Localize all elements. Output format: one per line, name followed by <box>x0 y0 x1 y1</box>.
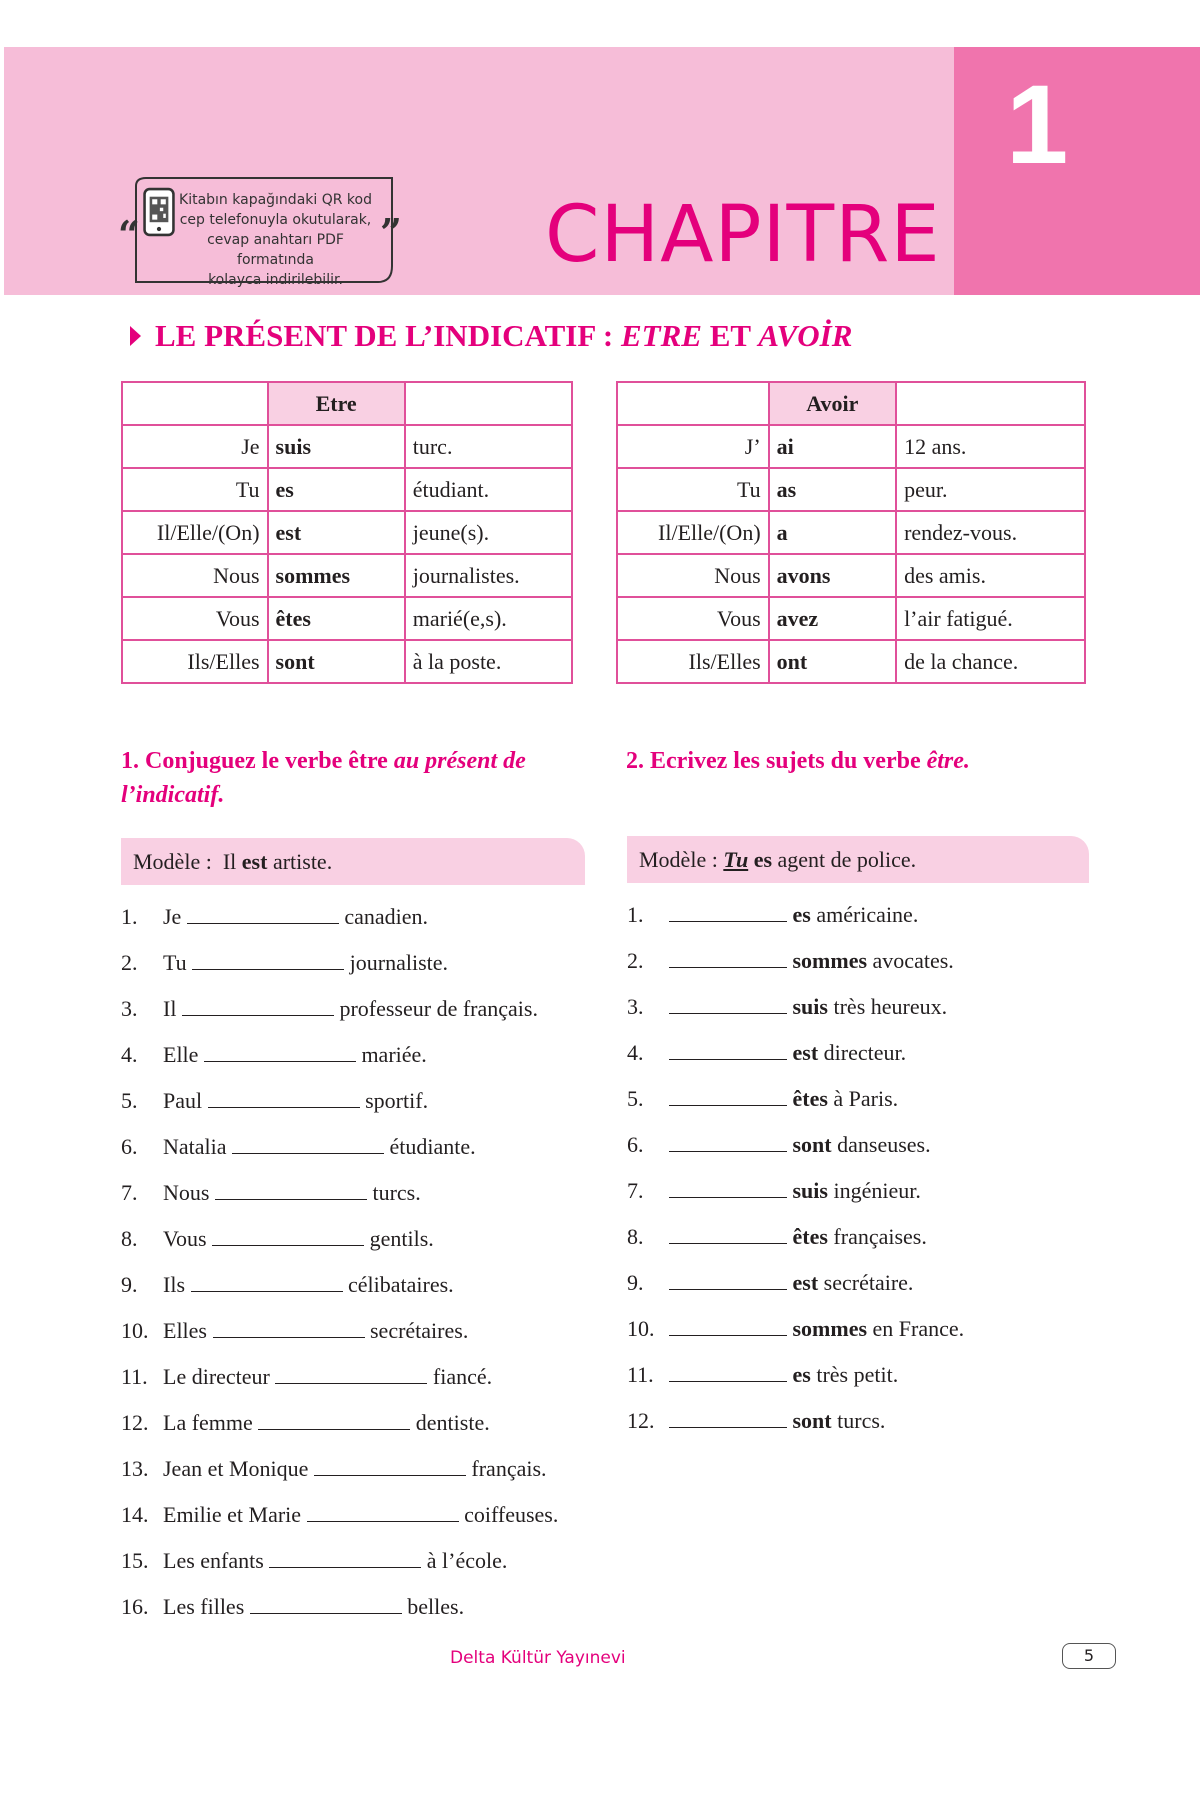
item-rest: américaine. <box>810 902 919 927</box>
item-end: belles. <box>407 1594 465 1619</box>
exercise1-title-text: Conjuguez le verbe être <box>139 748 394 774</box>
table-row <box>122 640 572 683</box>
section-title-etre: ETRE <box>620 318 702 353</box>
item-verb: suis <box>792 994 828 1019</box>
verb-cell: suis <box>268 425 405 468</box>
item-verb: sommes <box>792 1316 868 1341</box>
etre-header: Etre <box>268 382 405 425</box>
item-number: 3. <box>627 994 644 1019</box>
qr-note <box>118 176 402 288</box>
triangle-bullet-icon <box>130 326 141 346</box>
item-subject: Nous <box>163 1180 210 1205</box>
exercise2-title-text: 2. Ecrivez les sujets du verbe <box>626 748 927 774</box>
answer-blank[interactable] <box>669 1133 787 1152</box>
list-item <box>627 1130 931 1160</box>
complement-cell: journalistes. <box>405 554 572 597</box>
answer-blank[interactable] <box>269 1549 421 1568</box>
item-end: fiancé. <box>432 1364 493 1389</box>
answer-blank[interactable] <box>192 951 344 970</box>
item-end: à l’école. <box>426 1548 508 1573</box>
item-number: 10. <box>121 1318 149 1343</box>
item-end: gentils. <box>369 1226 434 1251</box>
item-number: 14. <box>121 1502 149 1527</box>
answer-blank[interactable] <box>213 1319 365 1338</box>
item-number: 9. <box>627 1270 644 1295</box>
item-end: canadien. <box>344 904 428 929</box>
answer-blank[interactable] <box>669 1087 787 1106</box>
item-number: 6. <box>121 1134 138 1159</box>
item-rest: ingénieur. <box>827 1178 921 1203</box>
item-subject: Elle <box>163 1042 199 1067</box>
verb-cell: as <box>769 468 896 511</box>
item-end: français. <box>471 1456 547 1481</box>
item-number: 8. <box>121 1226 138 1251</box>
table-cell <box>405 382 572 425</box>
item-end: turcs. <box>372 1180 421 1205</box>
item-verb: êtes <box>792 1224 828 1249</box>
subject-cell: Ils/Elles <box>122 640 268 683</box>
answer-blank[interactable] <box>314 1457 466 1476</box>
list-item <box>627 1038 906 1068</box>
list-item <box>121 1362 492 1392</box>
verb-cell: ont <box>769 640 896 683</box>
item-rest: avocates. <box>867 948 954 973</box>
item-end: mariée. <box>361 1042 427 1067</box>
subject-cell: Tu <box>122 468 268 511</box>
answer-blank[interactable] <box>669 903 787 922</box>
table-header-row <box>122 382 572 425</box>
list-item <box>121 1040 427 1070</box>
answer-blank[interactable] <box>669 1225 787 1244</box>
table-row <box>122 468 572 511</box>
item-number: 1. <box>627 902 644 927</box>
exercise1-model <box>121 838 585 885</box>
item-subject: Natalia <box>163 1134 227 1159</box>
item-rest: secrétaire. <box>818 1270 914 1295</box>
item-rest: à Paris. <box>827 1086 899 1111</box>
table-row <box>617 640 1085 683</box>
item-verb: suis <box>792 1178 828 1203</box>
chapter-title: CHAPITRE <box>545 190 941 280</box>
table-cell <box>896 382 1085 425</box>
list-item <box>121 1454 547 1484</box>
item-number: 16. <box>121 1594 149 1619</box>
avoir-table <box>616 381 1086 684</box>
chapter-number: 1 <box>1006 62 1069 187</box>
qr-note-line: cevap anahtarı PDF formatında <box>207 232 344 268</box>
verb-cell: ai <box>769 425 896 468</box>
item-subject: Il <box>163 996 177 1021</box>
subject-cell: Nous <box>122 554 268 597</box>
table-row <box>122 425 572 468</box>
complement-cell: l’air fatigué. <box>896 597 1085 640</box>
subject-cell: J’ <box>617 425 769 468</box>
exercise1-title-italic: au présent de <box>393 748 526 774</box>
table-row <box>617 554 1085 597</box>
table-row <box>617 511 1085 554</box>
list-item <box>121 1178 421 1208</box>
subject-cell: Vous <box>122 597 268 640</box>
list-item <box>121 1408 490 1438</box>
item-subject: Vous <box>163 1226 207 1251</box>
item-subject: Emilie et Marie <box>163 1502 302 1527</box>
verb-cell: avons <box>769 554 896 597</box>
item-subject: Les enfants <box>163 1548 264 1573</box>
subject-cell: Tu <box>617 468 769 511</box>
item-verb: es <box>792 902 811 927</box>
item-rest: françaises. <box>827 1224 927 1249</box>
item-subject: Tu <box>163 950 187 975</box>
section-title-avoir: AVOİR <box>758 318 853 353</box>
answer-blank[interactable] <box>275 1365 427 1384</box>
answer-blank[interactable] <box>212 1227 364 1246</box>
item-subject: Ils <box>163 1272 185 1297</box>
item-end: professeur de français. <box>339 996 538 1021</box>
list-item <box>121 948 448 978</box>
item-number: 4. <box>627 1040 644 1065</box>
item-number: 7. <box>627 1178 644 1203</box>
exercise2-model <box>627 836 1089 883</box>
item-rest: très petit. <box>810 1362 899 1387</box>
answer-blank[interactable] <box>208 1089 360 1108</box>
list-item <box>121 1592 464 1622</box>
qr-note-line: cep telefonuyla okutularak, <box>179 212 372 228</box>
verb-cell: avez <box>769 597 896 640</box>
item-number: 5. <box>121 1088 138 1113</box>
list-item <box>121 1224 434 1254</box>
model-subject: Tu <box>723 847 749 872</box>
answer-blank[interactable] <box>182 997 334 1016</box>
model-verb: est <box>241 849 268 874</box>
complement-cell: des amis. <box>896 554 1085 597</box>
item-number: 8. <box>627 1224 644 1249</box>
list-item <box>121 902 428 932</box>
answer-blank[interactable] <box>215 1181 367 1200</box>
complement-cell: rendez-vous. <box>896 511 1085 554</box>
answer-blank[interactable] <box>307 1503 459 1522</box>
list-item <box>121 1316 468 1346</box>
item-rest: en France. <box>867 1316 965 1341</box>
answer-blank[interactable] <box>258 1411 410 1430</box>
item-subject: La femme <box>163 1410 253 1435</box>
model-prefix: Modèle : <box>639 847 724 872</box>
model-rest: agent de police. <box>772 847 917 872</box>
exercise2-title <box>626 744 1106 778</box>
table-row <box>122 554 572 597</box>
answer-blank[interactable] <box>669 1363 787 1382</box>
item-number: 13. <box>121 1456 149 1481</box>
item-number: 15. <box>121 1548 149 1573</box>
list-item <box>627 1406 885 1436</box>
item-end: sportif. <box>365 1088 429 1113</box>
item-verb: est <box>792 1270 819 1295</box>
item-end: célibataires. <box>348 1272 454 1297</box>
item-verb: sont <box>792 1132 832 1157</box>
item-rest: turcs. <box>831 1408 886 1433</box>
model-prefix: Modèle : <box>133 849 218 874</box>
answer-blank[interactable] <box>191 1273 343 1292</box>
item-end: journaliste. <box>349 950 449 975</box>
complement-cell: marié(e,s). <box>405 597 572 640</box>
subject-cell: Je <box>122 425 268 468</box>
list-item <box>121 1270 454 1300</box>
list-item <box>627 1360 898 1390</box>
answer-blank[interactable] <box>669 1271 787 1290</box>
publisher-name: Delta Kültür Yayınevi <box>450 1648 626 1668</box>
list-item <box>627 1222 927 1252</box>
section-title <box>130 318 852 354</box>
complement-cell: 12 ans. <box>896 425 1085 468</box>
item-end: dentiste. <box>415 1410 490 1435</box>
item-subject: Jean et Monique <box>163 1456 309 1481</box>
item-rest: très heureux. <box>827 994 948 1019</box>
open-quote-icon: “ <box>118 212 140 257</box>
complement-cell: jeune(s). <box>405 511 572 554</box>
table-row <box>122 511 572 554</box>
etre-table <box>121 381 573 684</box>
list-item <box>627 946 954 976</box>
complement-cell: de la chance. <box>896 640 1085 683</box>
item-subject: Paul <box>163 1088 203 1113</box>
list-item <box>121 1132 476 1162</box>
answer-blank[interactable] <box>669 1317 787 1336</box>
item-number: 2. <box>627 948 644 973</box>
item-verb: es <box>792 1362 811 1387</box>
item-subject: Les filles <box>163 1594 245 1619</box>
item-rest: danseuses. <box>831 1132 931 1157</box>
avoir-header: Avoir <box>769 382 896 425</box>
qr-note-text <box>178 190 373 290</box>
exercise2-list <box>627 900 1087 1460</box>
answer-blank[interactable] <box>204 1043 356 1062</box>
subject-cell: Ils/Elles <box>617 640 769 683</box>
subject-cell: Vous <box>617 597 769 640</box>
list-item <box>121 1086 428 1116</box>
exercise2-title-italic: être. <box>926 748 970 774</box>
item-number: 11. <box>627 1362 654 1387</box>
table-header-row <box>617 382 1085 425</box>
table-cell <box>122 382 268 425</box>
answer-blank[interactable] <box>669 1041 787 1060</box>
complement-cell: étudiant. <box>405 468 572 511</box>
complement-cell: peur. <box>896 468 1085 511</box>
phone-qr-icon <box>142 186 176 238</box>
verb-cell: es <box>268 468 405 511</box>
item-subject: Je <box>163 904 182 929</box>
close-quote-icon: ” <box>380 210 402 255</box>
answer-blank[interactable] <box>669 995 787 1014</box>
complement-cell: à la poste. <box>405 640 572 683</box>
item-subject: Le directeur <box>163 1364 270 1389</box>
item-verb: est <box>792 1040 819 1065</box>
list-item <box>627 900 918 930</box>
qr-note-line: Kitabın kapağındaki QR kod <box>179 192 372 208</box>
item-number: 10. <box>627 1316 655 1341</box>
table-row <box>617 597 1085 640</box>
answer-blank[interactable] <box>250 1595 402 1614</box>
item-number: 4. <box>121 1042 138 1067</box>
subject-cell: Il/Elle/(On) <box>617 511 769 554</box>
model-verb: es <box>753 847 773 872</box>
item-rest: directeur. <box>818 1040 907 1065</box>
item-verb: êtes <box>792 1086 828 1111</box>
qr-note-line: kolayca indirilebilir. <box>208 272 343 288</box>
table-cell <box>617 382 769 425</box>
item-number: 3. <box>121 996 138 1021</box>
item-verb: sont <box>792 1408 832 1433</box>
exercise1-list <box>121 902 591 1622</box>
complement-cell: turc. <box>405 425 572 468</box>
list-item <box>121 1546 507 1576</box>
list-item <box>121 1500 558 1530</box>
answer-blank[interactable] <box>232 1135 384 1154</box>
subject-cell: Nous <box>617 554 769 597</box>
item-number: 11. <box>121 1364 148 1389</box>
answer-blank[interactable] <box>669 1179 787 1198</box>
item-number: 1. <box>121 904 138 929</box>
item-number: 2. <box>121 950 138 975</box>
chapter-number-box <box>954 47 1200 295</box>
list-item <box>627 1176 921 1206</box>
list-item <box>121 994 538 1024</box>
subject-cell: Il/Elle/(On) <box>122 511 268 554</box>
item-number: 6. <box>627 1132 644 1157</box>
section-title-et: ET <box>701 318 759 353</box>
answer-blank[interactable] <box>669 949 787 968</box>
item-end: étudiante. <box>389 1134 476 1159</box>
list-item <box>627 1084 898 1114</box>
item-end: secrétaires. <box>370 1318 469 1343</box>
exercise1-title <box>121 744 601 812</box>
verb-cell: sommes <box>268 554 405 597</box>
item-number: 5. <box>627 1086 644 1111</box>
item-number: 7. <box>121 1180 138 1205</box>
item-number: 9. <box>121 1272 138 1297</box>
list-item <box>627 992 947 1022</box>
list-item <box>627 1314 964 1344</box>
verb-cell: sont <box>268 640 405 683</box>
exercise1-number: 1. <box>121 748 139 774</box>
item-number: 12. <box>627 1408 655 1433</box>
table-row <box>617 468 1085 511</box>
answer-blank[interactable] <box>187 905 339 924</box>
verb-cell: est <box>268 511 405 554</box>
section-title-main: LE PRÉSENT DE L’INDICATIF : <box>155 318 621 353</box>
list-item <box>627 1268 913 1298</box>
item-end: coiffeuses. <box>464 1502 559 1527</box>
item-verb: sommes <box>792 948 868 973</box>
table-row <box>122 597 572 640</box>
item-number: 12. <box>121 1410 149 1435</box>
exercise1-title-italic-2: l’indicatif. <box>121 782 225 808</box>
table-row <box>617 425 1085 468</box>
model-subject: Il <box>217 849 242 874</box>
answer-blank[interactable] <box>669 1409 787 1428</box>
model-rest: artiste. <box>267 849 333 874</box>
page-number: 5 <box>1062 1643 1116 1669</box>
item-subject: Elles <box>163 1318 207 1343</box>
verb-cell: a <box>769 511 896 554</box>
verb-cell: êtes <box>268 597 405 640</box>
